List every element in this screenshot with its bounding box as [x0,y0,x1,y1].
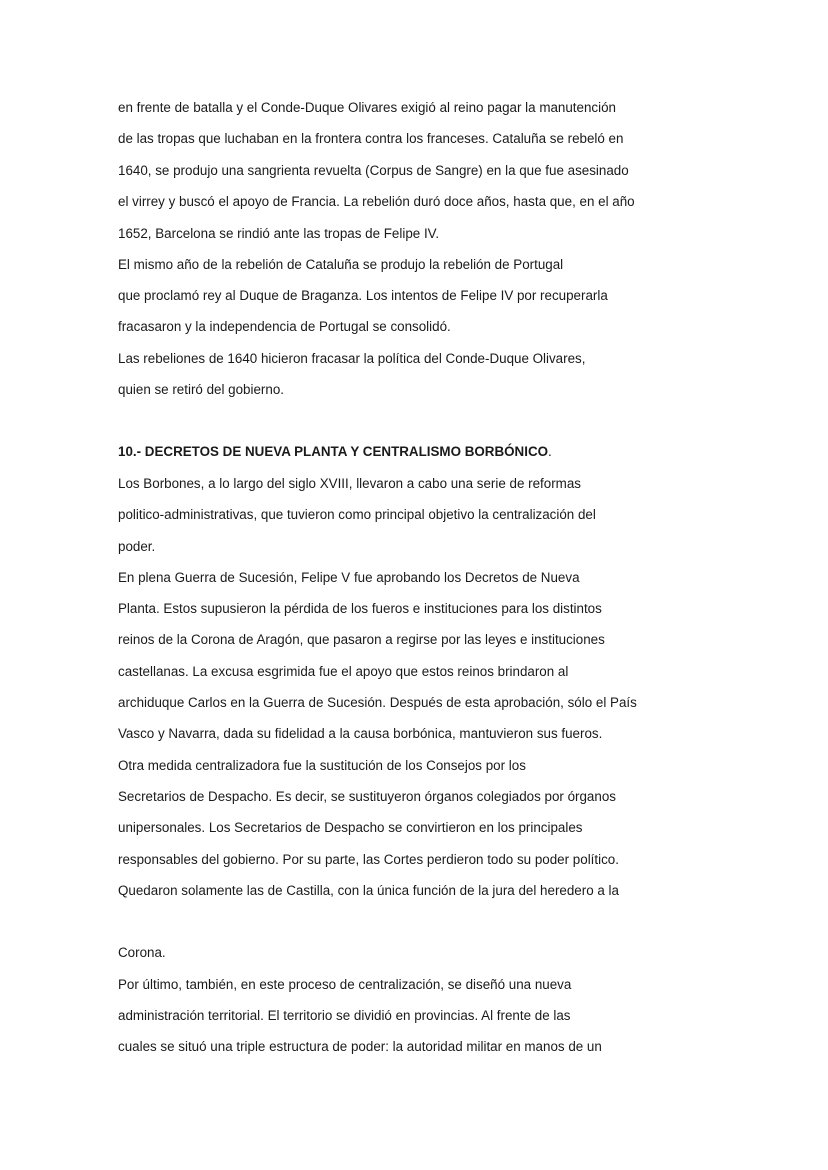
text-line: politico-administrativas, que tuvieron como principal objetivo la centralización del [118,507,596,522]
text-line: quien se retiró del gobierno. [118,382,285,397]
text-line: El mismo año de la rebelión de Cataluña se produjo la rebelión de Portugal [118,257,564,272]
text-line: Las rebeliones de 1640 hicieron fracasar la política del Conde-Duque Olivares, [118,351,586,366]
text-line: que proclamó rey al Duque de Braganza. Los intentos de Felipe IV por recuperarla [118,288,608,303]
text-line: Corona. [118,945,166,960]
text-line: 1640, se produjo una sangrienta revuelta (Corpus de Sangre) en la que fue asesinado [118,163,629,178]
text-line: Planta. Estos supusieron la pérdida de los fueros e instituciones para los distintos [118,601,602,616]
text-line: Por último, también, en este proceso de centralización, se diseñó una nueva [118,977,572,992]
text-line: responsables del gobierno. Por su parte, las Cortes perdieron todo su poder político. [118,852,619,867]
text-line: unipersonales. Los Secretarios de Despacho se convirtieron en los principales [118,820,583,835]
text-line: Los Borbones, a lo largo del siglo XVIII, llevaron a cabo una serie de reformas [118,476,581,491]
text-line: poder. [118,539,156,554]
text-line: castellanas. La excusa esgrimida fue el apoyo que estos reinos brindaron al [118,664,569,679]
text-line: Otra medida centralizadora fue la sustitución de los Consejos por los [118,758,526,773]
section-heading-suffix: . [548,444,552,459]
section-heading [118,443,552,461]
text-line: administración territorial. El territorio se dividió en provincias. Al frente de las [118,1008,571,1023]
text-line: En plena Guerra de Sucesión, Felipe V fue aprobando los Decretos de Nueva [118,570,580,585]
text-line: cuales se situó una triple estructura de poder: la autoridad militar en manos de un [118,1039,602,1054]
text-line: 1652, Barcelona se rindió ante las tropas de Felipe IV. [118,226,440,241]
text-line: archiduque Carlos en la Guerra de Sucesión. Después de esta aprobación, sólo el País [118,695,637,710]
text-line: Secretarios de Despacho. Es decir, se sustituyeron órganos colegiados por órganos [118,789,616,804]
text-line: Quedaron solamente las de Castilla, con la única función de la jura del heredero a la [118,883,619,898]
text-line: reinos de la Corona de Aragón, que pasaron a regirse por las leyes e instituciones [118,632,605,647]
text-line: en frente de batalla y el Conde-Duque Olivares exigió al reino pagar la manutención [118,100,616,115]
text-line: de las tropas que luchaban en la frontera contra los franceses. Cataluña se rebeló en [118,131,624,146]
section-heading-text: 10.- DECRETOS DE NUEVA PLANTA Y CENTRALISMO BORBÓNICO [118,444,549,459]
text-line: fracasaron y la independencia de Portugal se consolidó. [118,319,451,334]
text-line: Vasco y Navarra, dada su fidelidad a la causa borbónica, mantuvieron sus fueros. [118,726,603,741]
text-line: el virrey y buscó el apoyo de Francia. La rebelión duró doce años, hasta que, en el año [118,194,635,209]
